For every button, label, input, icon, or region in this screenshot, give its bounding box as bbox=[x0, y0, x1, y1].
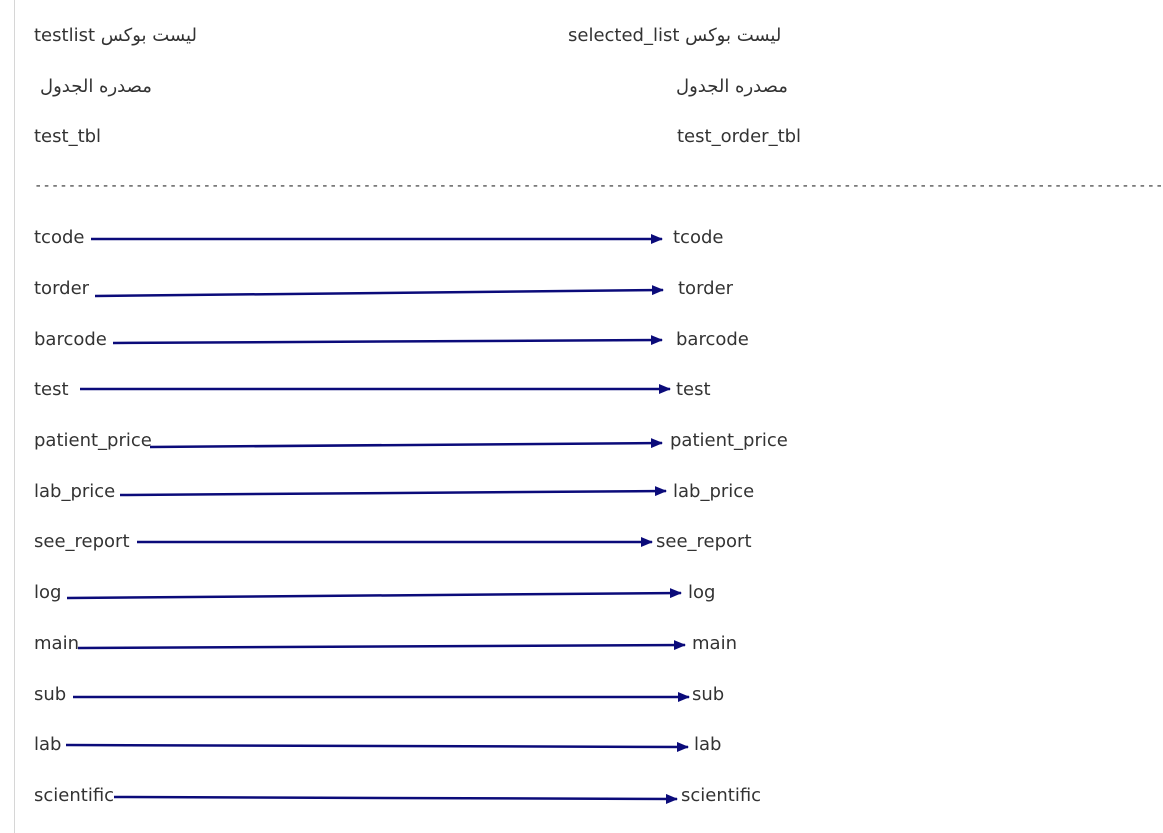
target-field-label: torder bbox=[678, 278, 734, 299]
source-field-label: tcode bbox=[34, 227, 85, 248]
target-field-label: barcode bbox=[676, 329, 749, 350]
target-field-label: lab_price bbox=[673, 481, 755, 502]
target-field-label: log bbox=[688, 582, 716, 603]
target-field-label: scientific bbox=[681, 785, 762, 806]
left-source-label: مصدره الجدول bbox=[40, 76, 152, 97]
target-field-label: patient_price bbox=[670, 430, 788, 451]
left-listbox-title: testlist ليست بوكس bbox=[34, 25, 197, 46]
target-field-label: lab bbox=[694, 734, 722, 755]
source-field-label: lab bbox=[34, 734, 62, 755]
target-field-label: tcode bbox=[673, 227, 724, 248]
source-field-label: lab_price bbox=[34, 481, 116, 502]
right-table-name: test_order_tbl bbox=[677, 126, 802, 147]
target-field-label: see_report bbox=[656, 531, 752, 552]
mapping-arrow bbox=[95, 290, 663, 296]
source-field-label: log bbox=[34, 582, 62, 603]
source-field-label: torder bbox=[34, 278, 90, 299]
mapping-arrow bbox=[67, 593, 681, 598]
source-field-label: see_report bbox=[34, 531, 130, 552]
left-table-name: test_tbl bbox=[34, 126, 102, 147]
mapping-arrow bbox=[78, 645, 685, 648]
target-field-label: main bbox=[692, 633, 737, 654]
mapping-arrow bbox=[114, 797, 677, 799]
mapping-arrow bbox=[66, 745, 688, 747]
source-field-label: test bbox=[34, 379, 69, 400]
right-source-label: مصدره الجدول bbox=[676, 76, 788, 97]
mapping-arrow bbox=[150, 443, 662, 447]
source-field-label: patient_price bbox=[34, 430, 152, 451]
target-field-label: test bbox=[676, 379, 711, 400]
source-field-label: barcode bbox=[34, 329, 107, 350]
target-field-label: sub bbox=[692, 684, 725, 705]
dashed-divider: -------------------------------------------------------------------------------------------------------------------------------------- bbox=[34, 178, 1163, 194]
mapping-arrow bbox=[120, 491, 666, 495]
mapping-arrow bbox=[113, 340, 662, 343]
source-field-label: main bbox=[34, 633, 79, 654]
source-field-label: sub bbox=[34, 684, 67, 705]
right-listbox-title: selected_list ليست بوكس bbox=[568, 25, 782, 46]
source-field-label: scientific bbox=[34, 785, 115, 806]
